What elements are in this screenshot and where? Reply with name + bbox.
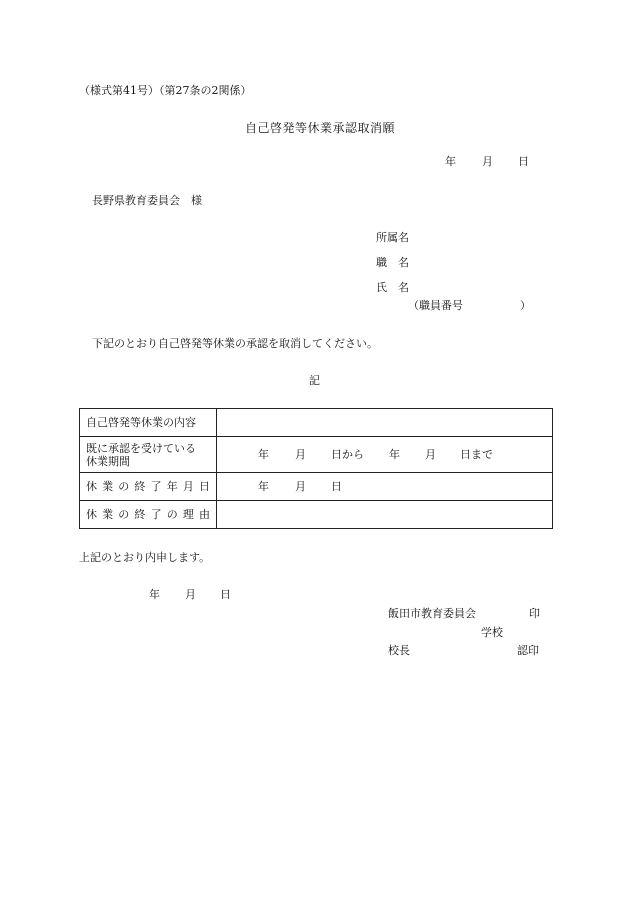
end-reason-value bbox=[217, 501, 553, 529]
end-reason-char: の bbox=[166, 508, 178, 521]
date-day: 日 bbox=[518, 155, 529, 168]
period-month-from: 月 bbox=[295, 447, 306, 461]
end-reason-label bbox=[80, 501, 217, 529]
approved-period-label bbox=[80, 437, 217, 473]
document-title: 自己啓発等休業承認取消願 bbox=[245, 121, 396, 135]
end-date-label bbox=[80, 473, 217, 501]
end-date-char: 業 bbox=[102, 480, 114, 493]
period-year-to: 年 bbox=[389, 447, 400, 461]
end-date-char: 終 bbox=[134, 480, 146, 493]
position-label: 職 名 bbox=[376, 256, 409, 269]
name-label: 氏 名 bbox=[376, 281, 409, 294]
principal-label: 校長 bbox=[388, 644, 410, 657]
end-date-value bbox=[217, 473, 553, 501]
period-month-to: 月 bbox=[425, 447, 436, 461]
staff-number-close: ） bbox=[520, 299, 531, 312]
end-reason-char: 理 bbox=[182, 508, 194, 521]
date-month: 月 bbox=[482, 155, 493, 168]
end-date-char: 日 bbox=[198, 480, 210, 493]
school-label: 学校 bbox=[481, 626, 503, 639]
date-year: 年 bbox=[445, 155, 456, 168]
footer-date-year: 年 bbox=[149, 588, 160, 601]
details-table bbox=[79, 408, 553, 529]
end-date-day: 日 bbox=[331, 479, 342, 493]
end-reason-char: の bbox=[118, 508, 130, 521]
end-date-year: 年 bbox=[258, 479, 269, 493]
end-date-char: の bbox=[118, 480, 130, 493]
footer-date-day: 日 bbox=[220, 588, 231, 601]
affiliation-label: 所属名 bbox=[376, 231, 409, 244]
table-row bbox=[80, 501, 553, 529]
table-row bbox=[80, 473, 553, 501]
end-date-char: 了 bbox=[150, 480, 162, 493]
period-day-to: 日まで bbox=[460, 447, 493, 461]
principal-seal: 認印 bbox=[517, 644, 539, 657]
approved-period-value bbox=[217, 437, 553, 473]
end-reason-char: 了 bbox=[150, 508, 162, 521]
approved-period-label-line1: 既に承認を受けている bbox=[86, 441, 196, 455]
table-row bbox=[80, 409, 553, 437]
end-date-char: 月 bbox=[182, 480, 194, 493]
board-seal: 印 bbox=[529, 607, 540, 620]
end-reason-char: 休 bbox=[86, 508, 97, 521]
request-text: 下記のとおり自己啓発等休業の承認を取消してください。 bbox=[92, 337, 378, 350]
end-reason-char: 業 bbox=[102, 508, 114, 521]
period-day-from: 日から bbox=[331, 447, 364, 461]
staff-number-label: （職員番号 bbox=[408, 299, 463, 312]
end-reason-char: 終 bbox=[134, 508, 146, 521]
table-row bbox=[80, 437, 553, 473]
ki-heading: 記 bbox=[309, 374, 320, 387]
approved-period-label-line2: 休業期間 bbox=[86, 454, 130, 468]
end-date-char: 年 bbox=[166, 480, 178, 493]
closing-text: 上記のとおり内申します。 bbox=[79, 551, 211, 564]
content-value bbox=[217, 409, 553, 437]
addressee: 長野県教育委員会 様 bbox=[92, 194, 202, 207]
content-label: 自己啓発等休業の内容 bbox=[80, 409, 217, 437]
form-reference: （様式第41号）（第27条の2関係） bbox=[79, 84, 252, 97]
end-date-month: 月 bbox=[295, 479, 306, 493]
footer-date-month: 月 bbox=[185, 588, 196, 601]
end-date-char: 休 bbox=[86, 480, 97, 493]
end-reason-char: 由 bbox=[198, 508, 210, 521]
board-name: 飯田市教育委員会 bbox=[388, 607, 476, 620]
period-year-from: 年 bbox=[258, 447, 269, 461]
